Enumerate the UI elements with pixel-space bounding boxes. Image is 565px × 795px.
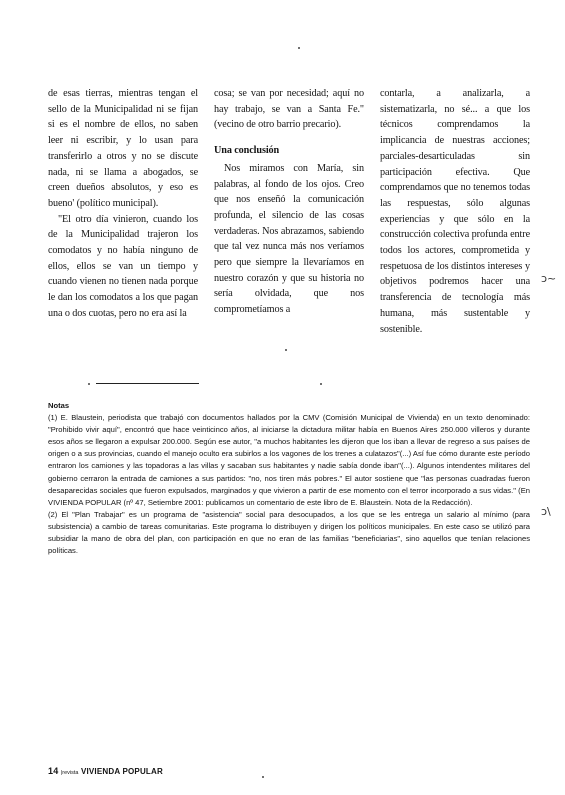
footer-prefix: |revista xyxy=(60,770,79,776)
scan-speck xyxy=(298,47,300,49)
footnote-2: (2) El "Plan Trabajar" es un programa de "asistencia" social para desocupados, a los que se les entrega un salario al mínimo (para subsistencia) a cambio de tareas comunitarias. Este programa lo distribuyen y dirigen los políticos municipales. En este caso se utilizó para subsidiar la mano de obra del plan, con participación en que no eran de las familias "beneficiarias", sino aquellos que tenían relaciones políticas. xyxy=(48,509,530,556)
scan-speck xyxy=(320,383,322,385)
margin-scribble-icon: ↄ~ xyxy=(541,272,557,285)
footnotes-title: Notas xyxy=(48,401,70,410)
paragraph: contarla, a analizarla, a sistematizarla, no sé... a que los técnicos comprendamos la implicancia de nuestras acciones; parciales-desarticuladas sin participación efectiva. Que comprendamos que no tenemos todas las respuestas, sólo algunas experiencias y que sólo en la construcción colectiva profunda entre todos los actores, comprometida y respetuosa de los distintos intereses y objetivos podremos hacer una transferencia de tecnología más humana, más sustentable y sostenible. xyxy=(380,88,530,335)
section-heading: Una conclusión xyxy=(214,145,280,157)
footnotes xyxy=(48,400,530,557)
magazine-name: VIVIENDA POPULAR xyxy=(80,767,163,776)
footnote-divider xyxy=(96,383,199,384)
paragraph: "El otro día vinieron, cuando los de la Municipalidad trajeron los comodatos y no había ninguno de ellos, ellos se van un tiempo y cuando vienen no tienen nada porque le dan los comodatos a los que pagan una o dos cuotas, pero no era así la xyxy=(48,213,198,319)
text-column-1 xyxy=(48,86,198,322)
scan-speck xyxy=(285,349,287,351)
scan-speck xyxy=(88,383,90,385)
paragraph: cosa; se van por necesidad; aquí no hay trabajo, se van a Santa Fe." (vecino de otro barrio precario). xyxy=(214,88,364,131)
text-column-3 xyxy=(380,86,530,337)
page-number: 14 xyxy=(48,766,59,776)
paragraph: Nos miramos con María, sin palabras, al fondo de los ojos. Creo que nos enseñó la comunicación profunda, el silencio de las cosas verdaderas. Nos abrazamos, sabiendo que tal vez nunca más nos veríamos pero que siempre la llevaríamos en nuestro corazón y que su historia no sería olvidada, que nos comprometíamos a xyxy=(214,162,364,316)
text-column-2 xyxy=(214,86,364,318)
margin-scribble-icon: ↄ\ xyxy=(541,505,551,518)
footnote-1: (1) E. Blaustein, periodista que trabajó con documentos hallados por la CMV (Comisión Municipal de Vivienda) en un texto denominado: "Prohibido vivir aquí", encontró que hace veinticinco años, al iniciarse la dictadura militar había en Buenos Aires 250.000 villeros y durante esos años se llegaron a expulsar 200.000. Según ese autor, "a muchos habitantes les dijeron que los iban a llevar de regreso a sus países de origen o a sus provincias, cuando el manejo oculto era subirlos a los vagones de los trenes a culatazos"(...) Así fue cómo durante este período entraron los camiones y las topadoras a las villas y sacaban sus habitantes y nadie sabía donde iban"(...). Algunos intendentes militares del gobierno cerraron la entrada de camiones a sus partidos: "no, nos tiren más pobres." El autor sostiene que "las personas cuadradas fueron desaparecidas sociales que fueron expulsados, marginados y que vivieron a partir de ese momento con el terror incorporado a sus vidas." (En VIVIENDA POPULAR (nº 47, Setiembre 2001: publicamos un comentario de este libro de E. Blaustein. Nota de la Redacción). xyxy=(48,413,530,507)
page-footer xyxy=(48,766,163,778)
paragraph: de esas tierras, mientras tengan el sello de la Municipalidad ni se fijan si es el nombre de ellos, no saben leer ni escribir, y lo usan para transferirlo a otros y no se discute nada, ni se llama a abogados, se creen dueños absolutos, y eso es bueno' (político municipal). xyxy=(48,88,198,209)
scan-speck xyxy=(262,776,264,778)
